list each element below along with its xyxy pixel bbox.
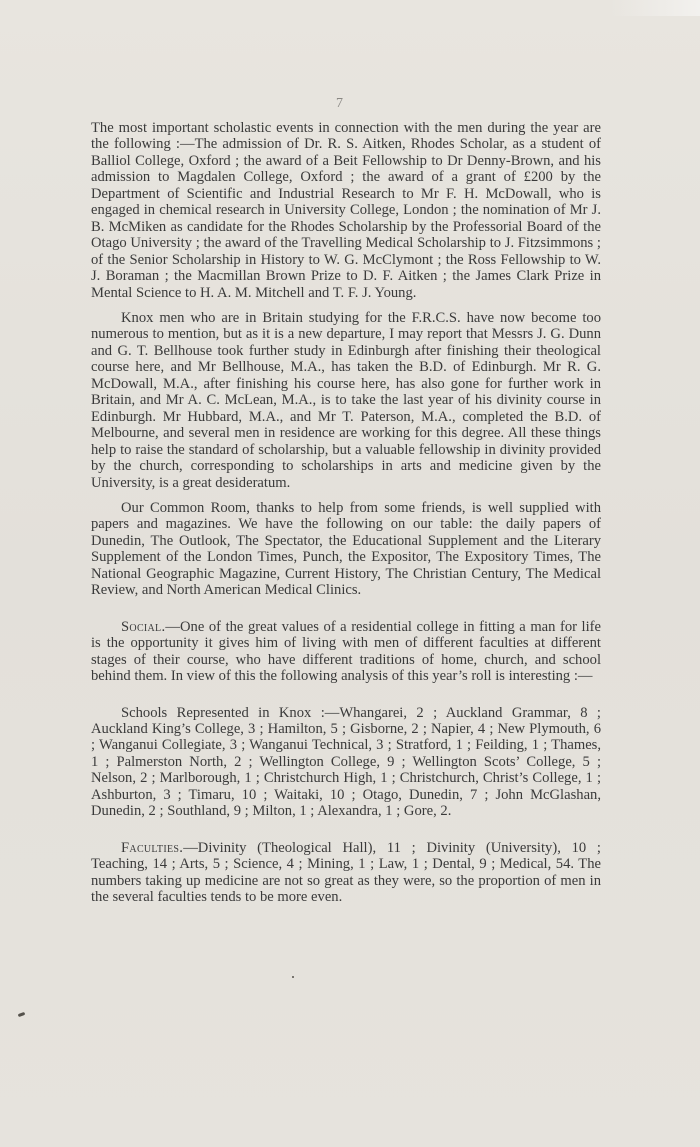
paragraph-schools-represented: Schools Represented in Knox :—Whangarei, 2 ; Auckland Grammar, 8 ; Auckland King’s College, 3 ; Hamilton, 5 ; Gisborne, 2 ; Napier, 4 ; New Plymouth, 6 ; Wanganui Collegiate, 3 ; Wanganui Technical, 3 ; Stratford, 1 ; Feilding, 1 ; Thames, 1 ; Palmerston North, 2 ; Wellington College, 9 ; Wellington Scots’ College, 5 ; Nelson, 2 ; Marlborough, 1 ; Christchurch High, 1 ; Christchurch, Christ’s College, 1 ; Ashburton, 3 ; Timaru, 10 ; Waitaki, 10 ; Otago, Dunedin, 7 ; John McGlashan, Dunedin, 2 ; Southland, 9 ; Milton, 1 ; Alexandra, 1 ; Gore, 2. <box>91 704 601 820</box>
section-heading-social: Social. <box>121 618 166 635</box>
paragraph-faculties <box>91 840 601 906</box>
body-text <box>91 120 601 905</box>
scan-speck <box>18 1012 26 1017</box>
paragraph-social-text: —One of the great values of a residential college in fitting a man for life is the opportunity it gives him of living with men of different faculties at different stages of their course, who have different traditions of home, church, and school behind them. In view of this the following analysis of this year’s roll is interesting :— <box>91 618 601 685</box>
scan-edge-highlight <box>610 0 700 16</box>
paragraph-knox-men-britain: Knox men who are in Britain studying for the F.R.C.S. have now become too numerous to mention, but as it is a new departure, I may report that Messrs J. G. Dunn and G. T. Bellhouse took further study in Edinburgh after finishing their theological course here, and Mr Bellhouse, M.A., has taken the B.D. of Edinburgh. Mr R. G. McDowall, M.A., after finishing his course here, has also gone for further work in Britain, and Mr A. C. McLean, M.A., is to take the last year of his divinity course in Edinburgh. Mr Hubbard, M.A., and Mr T. Paterson, M.A., completed the B.D. of Melbourne, and several men in residence are working for this degree. All these things help to raise the standard of scholarship, but a valuable fellowship in divinity provided by the church, corresponding to scholarships in arts and medicine given by the University, is a great desideratum. <box>91 309 601 491</box>
paragraph-social <box>91 619 601 685</box>
scan-speck <box>292 976 294 978</box>
section-heading-faculties: Faculties. <box>121 839 184 856</box>
paragraph-common-room: Our Common Room, thanks to help from some friends, is well supplied with papers and magazines. We have the following on our table: the daily papers of Dunedin, The Outlook, The Spectator, the Educational Supplement and the Literary Supplement of the London Times, Punch, the Expositor, The Expository Times, The National Geographic Magazine, Current History, The Christian Century, The Medical Review, and North American Medical Clinics. <box>91 499 601 599</box>
page-number: 7 <box>336 96 344 111</box>
paragraph-faculties-text: —Divinity (Theological Hall), 11 ; Divinity (University), 10 ; Teaching, 14 ; Arts, 5 ; Science, 4 ; Mining, 1 ; Law, 1 ; Dental, 9 ; Medical, 54. The numbers taking up medicine are not so great as they were, so the proportion of men in the several faculties tends to be more even. <box>91 839 601 906</box>
paragraph-scholastic-events: The most important scholastic events in connection with the men during the year are the following :—The admission of Dr. R. S. Aitken, Rhodes Scholar, as a student of Balliol College, Oxford ; the award of a Beit Fellowship to Dr Denny-Brown, and his admission to Magdalen College, Oxford ; the award of a grant of £200 by the Department of Scientific and Industrial Research to Mr F. H. McDowall, who is engaged in chemical research in University College, London ; the nomination of Mr J. B. McMiken as candidate for the Rhodes Scholarship by the Professorial Board of the Otago University ; the award of the Travelling Medical Scholarship to J. Fitzsimmons ; of the Senior Scholarship in History to W. G. McClymont ; the Ross Fellowship to W. J. Boraman ; the Macmillan Brown Prize to D. F. Aitken ; the James Clark Prize in Mental Science to H. A. M. Mitchell and T. F. J. Young. <box>91 120 601 301</box>
